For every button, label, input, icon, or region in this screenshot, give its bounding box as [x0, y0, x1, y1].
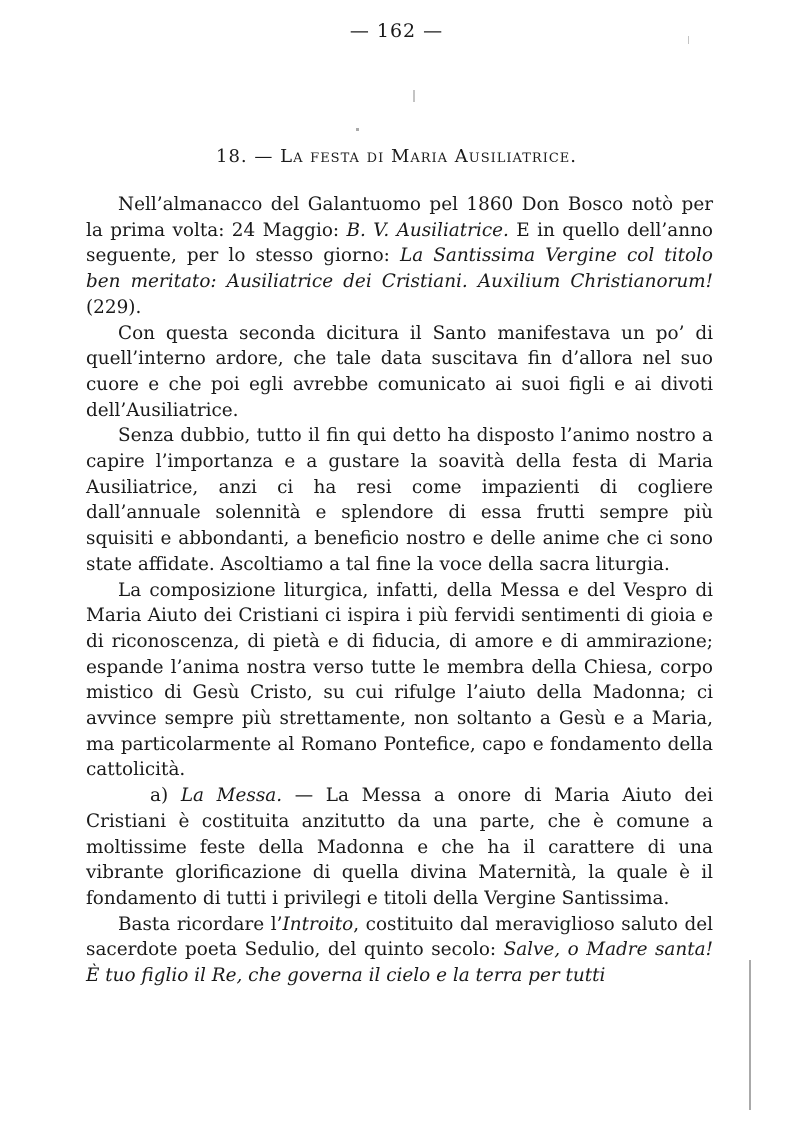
italic-text: B. V. Ausiliatrice.	[346, 219, 509, 241]
text-run: Basta ricordare l’	[118, 913, 283, 935]
scan-artifact-dot	[413, 90, 415, 102]
italic-text: La Messa.	[180, 785, 283, 807]
chapter-title: La festa di Maria Ausiliatrice.	[280, 146, 577, 167]
text-run: Senza dubbio, tutto il fin qui detto ha disposto l’animo nostro a capire l’importanza e a gustare la soavità della festa di Maria Ausiliatrice, anzi ci ha resi come impazienti di cogliere dall’annuale solennità e splendore di essa frutti sempre più squisiti e abbondanti, a beneficio nostro e delle anime che ci sono state affidate. Ascoltiamo a tal fine la voce della sacra liturgia.	[86, 425, 713, 575]
italic-text: La Santissima Vergine col titolo ben meritato: Ausiliatrice dei Cristiani. Auxilium Christianorum!	[86, 245, 713, 293]
paragraph	[86, 423, 713, 577]
text-run: E in quello dell’anno seguente, per lo stesso giorno:	[86, 219, 713, 267]
body-text	[86, 192, 713, 989]
text-run: (229).	[86, 296, 142, 318]
text-run: a)	[150, 785, 181, 807]
text-run: La composizione liturgica, infatti, della Messa e del Vespro di Maria Aiuto dei Cristiani ci ispira i più fervidi sentimenti di gioia e di riconoscenza, di pietà e di fiducia, di amore e di ammirazione; espande l’anima nostra verso tutte le membra della Chiesa, corpo mistico di Gesù Cristo, su cui rifulge l’aiuto della Madonna; ci avvince sempre più strettamente, non soltanto a Gesù e a Maria, ma particolarmente al Romano Pontefice, capo e fondamento della cattolicità.	[86, 579, 713, 781]
page-number: — 162 —	[349, 20, 444, 42]
text-run: — La Messa a onore di Maria Aiuto dei Cristiani è costituita anzitutto da una parte, che è comune a moltissime feste della Madonna e che ha il carattere di una vibrante glorificazione di quella divina Maternità, la quale è il fondamento di tutti i privilegi e titoli della Vergine Santissima.	[86, 785, 713, 909]
text-run: Con questa seconda dicitura il Santo manifestava un po’ di quell’interno ardore, che tale data suscitava fin d’allora nel suo cuore e che poi egli avrebbe comunicato ai suoi figli e ai divoti dell’Ausiliatrice.	[86, 322, 713, 421]
paragraph	[86, 783, 713, 912]
scan-artifact-line	[749, 960, 751, 1110]
paragraph	[86, 321, 713, 424]
chapter-number: 18.	[216, 146, 248, 167]
chapter-dash: —	[254, 146, 274, 167]
text-run: , costituito dal meraviglioso saluto del sacerdote poeta Sedulio, del quinto secolo:	[86, 913, 713, 961]
scan-artifact-dot	[356, 128, 359, 131]
paragraph	[86, 192, 713, 321]
chapter-heading	[0, 146, 793, 167]
italic-text: Salve, o Madre santa! È tuo figlio il Re, che governa il cielo e la terra per tutti	[86, 939, 713, 987]
italic-text: Introito	[282, 913, 354, 935]
paragraph	[86, 578, 713, 784]
scan-artifact-dot	[688, 36, 689, 44]
paragraph	[86, 912, 713, 989]
text-run: Nell’almanacco del Galantuomo pel 1860 Don Bosco notò per la prima volta: 24 Maggio:	[86, 194, 713, 241]
